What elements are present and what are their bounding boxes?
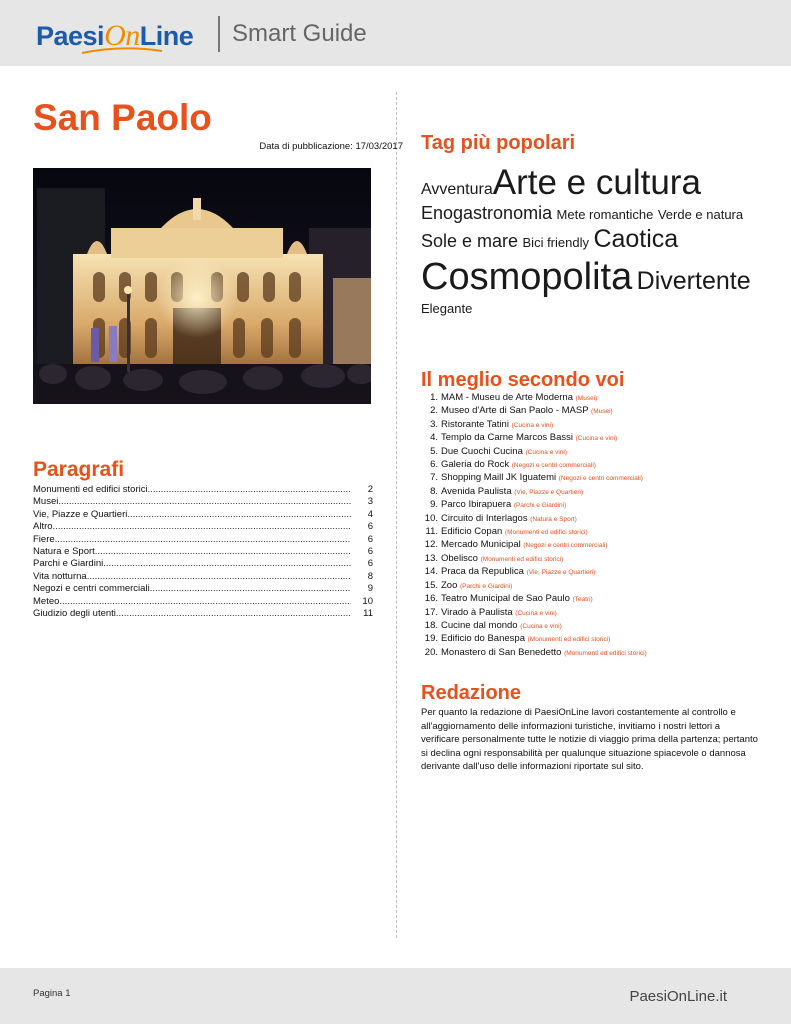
list-item[interactable]	[421, 593, 761, 606]
site-link[interactable]: PaesiOnLine.it	[629, 988, 727, 1005]
list-item-name: Obelisco	[441, 552, 478, 564]
logo-part-on: On	[104, 19, 140, 52]
list-item-name: Zoo	[441, 579, 458, 591]
list-item[interactable]	[421, 432, 761, 445]
toc-item[interactable]	[33, 496, 375, 508]
toc-item-label: Parchi e Giardini	[33, 558, 104, 570]
tag-link[interactable]: Mete romantiche	[556, 207, 654, 223]
toc-item[interactable]	[33, 583, 375, 595]
list-item-name: MAM - Museu de Arte Moderna	[441, 392, 573, 403]
list-item-category: (Monumenti ed edifici storici)	[527, 636, 611, 644]
toc-item-label: Fiere	[33, 533, 55, 545]
toc-item-label: Musei	[33, 496, 59, 508]
logo-part-line: Line	[139, 21, 194, 51]
list-item[interactable]	[421, 486, 761, 499]
toc-item[interactable]	[33, 521, 375, 533]
list-item-name: Edificio Copan	[441, 526, 503, 538]
list-item[interactable]	[421, 405, 761, 418]
toc-item-label: Negozi e centri commerciali	[33, 583, 150, 595]
list-item-category: (Cucina e vini)	[525, 448, 568, 456]
toc-leader	[116, 608, 351, 620]
list-item[interactable]	[421, 392, 761, 405]
toc-leader	[103, 558, 351, 570]
list-item-category: (Monumenti ed edifici storici)	[480, 555, 564, 563]
toc-item[interactable]	[33, 558, 375, 570]
toc-item[interactable]	[33, 596, 375, 608]
toc-item[interactable]	[33, 534, 375, 546]
tag-link[interactable]: Sole e mare	[421, 231, 519, 252]
best-heading: Il meglio secondo voi	[421, 369, 625, 391]
list-item-name: Praca da Republica	[441, 566, 524, 578]
publication-date: Data di pubblicazione: 17/03/2017	[259, 141, 403, 152]
logo-swoosh-icon	[80, 46, 164, 56]
redazione-heading: Redazione	[421, 682, 522, 704]
list-item-name: Due Cuochi Cucina	[441, 445, 523, 457]
list-item[interactable]	[421, 499, 761, 512]
list-item-name: Virado à Paulista	[441, 606, 513, 618]
list-item-number: 10.	[424, 512, 438, 524]
list-item[interactable]	[421, 607, 761, 620]
toc-item-page: 11	[363, 608, 373, 620]
toc-item-page: 10	[362, 595, 373, 607]
list-item[interactable]	[421, 539, 761, 552]
list-item-name: Shopping Maill JK Iguatemi	[441, 472, 557, 484]
list-item-category: (Vie, Piazze e Quartieri)	[526, 569, 596, 577]
tag-link[interactable]: Verde e natura	[657, 207, 744, 223]
page-number: Pagina 1	[33, 988, 71, 999]
page-title: San Paolo	[33, 97, 212, 138]
list-item[interactable]	[421, 647, 761, 660]
toc-item-label: Altro	[33, 521, 53, 533]
toc-item-label: Giudizio degli utenti	[33, 608, 116, 620]
toc-item-page: 6	[367, 546, 373, 558]
toc-item[interactable]	[33, 546, 375, 558]
list-item-number: 7.	[430, 472, 438, 484]
toc-item[interactable]	[33, 571, 375, 583]
toc-item-label: Monumenti ed edifici storici	[33, 484, 148, 495]
list-item-number: 5.	[430, 445, 438, 457]
header-subtitle: Smart Guide	[232, 20, 367, 47]
list-item[interactable]	[421, 472, 761, 485]
tag-link[interactable]: Arte e cultura	[492, 163, 701, 202]
list-item-number: 4.	[430, 432, 438, 444]
logo-part-paesi: Paesi	[36, 21, 105, 51]
tag-link[interactable]: Avventura	[421, 181, 493, 198]
list-item-category: (Natura e Sport)	[530, 515, 577, 523]
tags-heading: Tag più popolari	[421, 132, 576, 154]
toc-leader	[127, 509, 351, 521]
toc-item-page: 6	[367, 521, 373, 533]
list-item-category: (Negozi e centri commerciali)	[558, 475, 643, 483]
toc-leader	[150, 583, 351, 595]
list-item-category: (Parchi e Giardini)	[513, 502, 567, 510]
list-item-name: Mercado Municipal	[441, 539, 521, 551]
toc-item-label: Natura e Sport	[33, 546, 95, 558]
column-separator	[396, 92, 397, 938]
list-item-number: 13.	[424, 552, 438, 564]
right-column	[421, 130, 761, 773]
list-item-category: (Vie, Piazze e Quartieri)	[514, 488, 584, 496]
list-item[interactable]	[421, 526, 761, 539]
best-list	[421, 392, 761, 660]
tag-link[interactable]: Enogastronomia	[421, 203, 553, 224]
hero-photo-teatro-municipal	[33, 168, 371, 404]
list-item-category: (Teatri)	[572, 596, 593, 604]
list-item-category: (Cucina e vini)	[515, 609, 557, 617]
list-item-name: Avenida Paulista	[441, 485, 512, 497]
list-item[interactable]	[421, 513, 761, 526]
list-item-category: (Cucina e vini)	[575, 435, 618, 443]
list-item-number: 11.	[425, 526, 438, 538]
list-item-category: (Parchi e Giardini)	[460, 582, 513, 590]
toc-item-label: Vita notturna	[33, 570, 87, 582]
list-item-number: 17.	[424, 606, 438, 618]
list-item-category: (Cucina e vini)	[520, 622, 562, 630]
tag-link[interactable]: Bici friendly	[522, 235, 589, 251]
list-item-category: (Cucina e vini)	[511, 421, 554, 429]
toc-item-page: 3	[367, 496, 373, 508]
tag-cloud	[421, 162, 761, 318]
list-item-name: Ristorante Tatini	[441, 418, 509, 430]
toc-leader	[55, 534, 351, 546]
list-item-number: 14.	[424, 566, 438, 578]
tag-link[interactable]: Divertente	[636, 266, 751, 295]
toc-item[interactable]	[33, 608, 375, 620]
toc-leader	[59, 596, 351, 608]
list-item-number: 12.	[424, 539, 438, 551]
list-item-name: Cucine dal mondo	[441, 619, 518, 631]
toc-item-page: 6	[367, 558, 373, 570]
list-item-number: 1.	[430, 392, 438, 403]
list-item-name: Monastero di San Benedetto	[441, 646, 562, 658]
toc-leader	[58, 496, 351, 508]
toc-item-page: 9	[367, 583, 373, 595]
list-item-number: 16.	[424, 593, 438, 605]
toc-item[interactable]	[33, 509, 375, 521]
list-item-number: 18.	[424, 619, 438, 631]
list-item-category: (Musei)	[591, 408, 613, 416]
toc-item-page: 4	[367, 508, 373, 520]
list-item-category: (Negozi e centri commerciali)	[511, 462, 596, 470]
list-item-name: Galeria do Rock	[441, 459, 510, 471]
toc-item-label: Meteo	[33, 595, 60, 607]
toc-leader	[95, 546, 351, 558]
tag-link[interactable]: Elegante	[421, 300, 473, 316]
toc-item-page: 8	[367, 570, 373, 582]
list-item[interactable]	[421, 446, 761, 459]
toc-item-page: 6	[367, 533, 373, 545]
list-item-name: Parco Ibirapuera	[441, 499, 512, 511]
list-item-name: Museo d'Arte di San Paolo - MASP	[441, 405, 589, 417]
toc-item-label: Vie, Piazze e Quartieri	[33, 508, 128, 520]
list-item[interactable]	[421, 553, 761, 566]
list-item-number: 6.	[430, 459, 438, 471]
list-item[interactable]	[421, 566, 761, 579]
list-item-name: Teatro Municipal de Sao Paulo	[441, 593, 570, 605]
list-item-number: 2.	[430, 405, 438, 417]
list-item-category: (Musei)	[575, 395, 598, 402]
toc-item-page: 2	[367, 484, 373, 495]
list-item-category: (Negozi e centri commerciali)	[523, 542, 608, 550]
left-column	[33, 96, 403, 620]
paragrafi-heading: Paragrafi	[33, 458, 125, 481]
list-item[interactable]	[421, 633, 761, 646]
toc-item[interactable]	[33, 484, 375, 496]
list-item[interactable]	[421, 419, 761, 432]
paesionline-logo[interactable]	[36, 16, 202, 56]
toc-leader	[53, 521, 351, 533]
list-item-name: Edificio do Banespa	[441, 633, 525, 645]
list-item-name: Circuito di Interlagos	[441, 512, 528, 524]
list-item-name: Templo da Carne Marcos Bassi	[441, 432, 573, 444]
list-item-number: 19.	[424, 633, 438, 645]
list-item-category: (Monumenti ed edifici storici)	[504, 529, 588, 537]
redazione-text: Per quanto la redazione di PaesiOnLine lavori costantemente al controllo e all'aggiornamento delle informazioni turistiche, invitiamo i nostri lettori a verificare personalmente tutte le notizie di viaggio prima della partenza; pertanto si declina ogni responsabilità per qualunque situazione spiacevole o dannosa derivante dall'uso delle informazioni riportate sul sito.	[421, 707, 758, 773]
list-item[interactable]	[421, 620, 761, 633]
toc-leader	[148, 484, 351, 496]
table-of-contents	[33, 484, 375, 620]
list-item[interactable]	[421, 580, 761, 593]
list-item-number: 8.	[430, 485, 438, 497]
toc-leader	[87, 571, 351, 583]
list-item[interactable]	[421, 459, 761, 472]
footer-bar	[0, 968, 791, 1024]
list-item-number: 20.	[424, 646, 438, 658]
tag-link[interactable]: Cosmopolita	[421, 255, 633, 298]
list-item-number: 9.	[430, 499, 438, 511]
list-item-number: 15.	[424, 579, 438, 591]
list-item-category: (Monumenti ed edifici storici)	[564, 649, 647, 657]
tag-link[interactable]: Caotica	[593, 225, 679, 254]
header-divider	[218, 16, 220, 52]
list-item-number: 3.	[430, 418, 438, 430]
header-bar	[0, 0, 791, 66]
